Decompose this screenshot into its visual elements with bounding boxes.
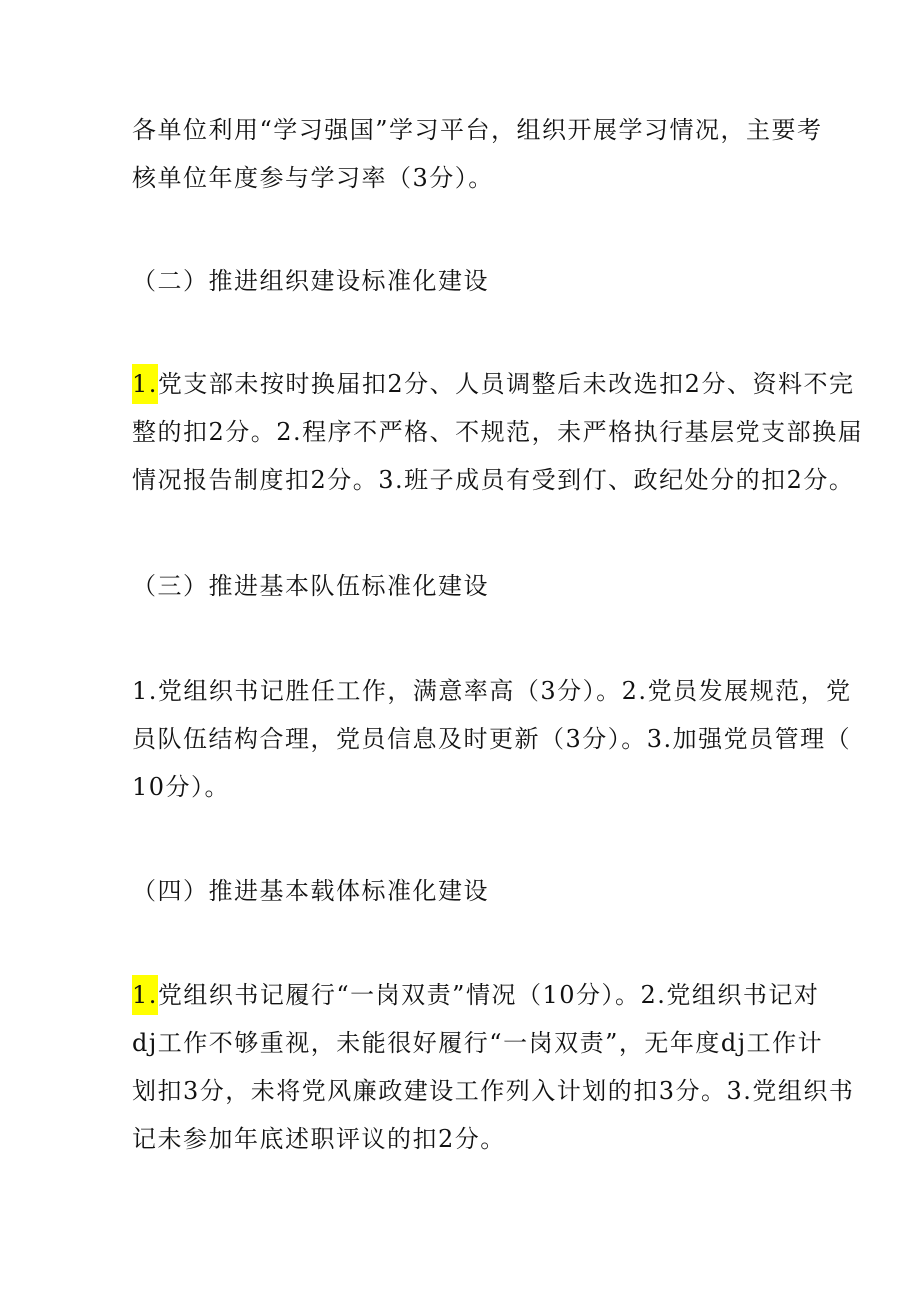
highlight-mark: 1. [132, 364, 158, 404]
paragraph-study-platform [132, 106, 823, 202]
section-heading-team [132, 562, 812, 610]
paragraph-line: 各单位利用“学习强国”学习平台，组织开展学习情况，主要考 [132, 116, 823, 144]
section-heading: （三）推进基本队伍标准化建设 [132, 572, 489, 600]
paragraph-line: 1.党组织书记胜任工作，满意率高（3分）。2.党员发展规范，党 [132, 677, 852, 705]
highlight-mark: 1. [132, 975, 158, 1015]
paragraph-line: 核单位年度参与学习率（3分）。 [132, 164, 494, 192]
paragraph-team [132, 667, 852, 811]
paragraph-line: 记未参加年底述职评议的扣2分。 [132, 1125, 506, 1153]
paragraph-carrier [132, 971, 855, 1163]
paragraph-line [132, 971, 820, 1019]
section-heading: （二）推进组织建设标准化建设 [132, 267, 489, 295]
paragraph-line: 10分）。 [132, 773, 231, 801]
paragraph-line: 划扣3分，未将党风廉政建设工作列入计划的扣3分。3.党组织书 [132, 1077, 855, 1105]
paragraph-line [132, 360, 855, 408]
paragraph-text: 党支部未按时换届扣2分、人员调整后未改选扣2分、资料不完 [157, 370, 855, 398]
paragraph-line: 员队伍结构合理，党员信息及时更新（3分）。3.加强党员管理（ [132, 725, 852, 753]
section-heading-organization [132, 257, 812, 305]
paragraph-line: dj工作不够重视，未能很好履行“一岗双责”，无年度dj工作计 [132, 1029, 824, 1057]
paragraph-text: 党组织书记履行“一岗双责”情况（10分）。2.党组织书记对 [157, 981, 820, 1009]
paragraph-organization [132, 360, 864, 504]
section-heading: （四）推进基本载体标准化建设 [132, 877, 489, 905]
section-heading-carrier [132, 867, 812, 915]
paragraph-line: 整的扣2分。2.程序不严格、不规范，未严格执行基层党支部换届 [132, 418, 864, 446]
paragraph-line: 情况报告制度扣2分。3.班子成员有受到仃、政纪处分的扣2分。 [132, 466, 855, 494]
